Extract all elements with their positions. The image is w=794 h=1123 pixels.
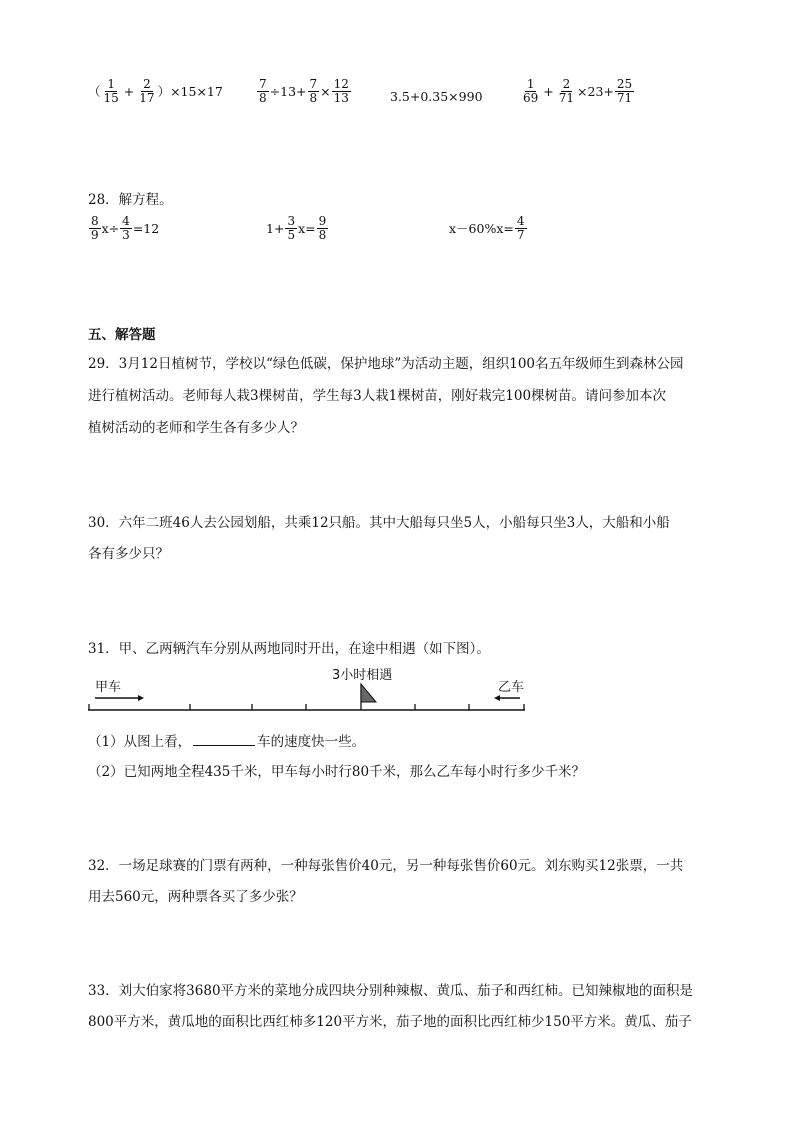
q28-equation-2 — [266, 215, 329, 241]
sub1-prefix: （1）从图上看， — [88, 734, 192, 750]
denominator: 15 — [103, 90, 119, 105]
left-car-label: 甲车 — [95, 680, 122, 695]
q28-title: 28．解方程。 — [88, 192, 173, 208]
sub1-suffix: 车的速度快一些。 — [257, 734, 366, 750]
denominator: 69 — [523, 90, 539, 105]
fraction — [257, 78, 269, 104]
q30-line-2: 各有多少只？ — [88, 546, 169, 562]
q29-line-2: 进行植树活动。老师每人栽3棵树苗，学生每3人栽1棵树苗，刚好栽完100棵树苗。请问参加本次 — [88, 388, 667, 404]
denominator: 8 — [259, 90, 267, 105]
numerator: 12 — [333, 77, 349, 91]
numerator: 7 — [309, 77, 318, 91]
q32-line-2: 用去560元，两种票各买了多少张？ — [88, 889, 303, 905]
q31-sub-1 — [88, 730, 365, 750]
expression-prefix: x－60%x= — [449, 221, 514, 237]
meeting-flag-icon — [361, 684, 376, 710]
calc-expression-4 — [520, 78, 635, 104]
operator: + — [123, 83, 135, 99]
q33-line-2: 800平方米，黄瓜地的面积比西红柿多120平方米，茄子地的面积比西红柿少150平方米。黄瓜、茄子 — [88, 1014, 692, 1030]
expression-middle: ÷13+ — [269, 83, 307, 99]
fraction — [285, 215, 297, 241]
denominator: 13 — [333, 90, 349, 105]
q28-equation-3 — [449, 215, 528, 241]
arrow-left-icon — [494, 695, 520, 701]
numerator: 4 — [122, 214, 130, 228]
numerator: 1 — [107, 77, 115, 91]
meeting-diagram — [88, 660, 538, 720]
arrow-right-icon — [95, 695, 144, 701]
q32-line-1: 32．一场足球赛的门票有两种，一种每张售价40元，另一种每张售价60元。刘东购买12张票，一共 — [88, 858, 684, 874]
q30-line-1: 30．六年二班46人去公园划船，共乘12只船。其中大船每只坐5人，小船每只坐3人，大船和小船 — [88, 515, 670, 531]
operator: × — [320, 83, 331, 99]
q33-line-1: 33．刘大伯家将3680平方米的菜地分成四块分别种辣椒、黄瓜、茄子和西红柿。已知辣椒地的面积是 — [88, 983, 694, 999]
numerator: 2 — [143, 77, 151, 91]
denominator: 7 — [516, 227, 525, 242]
fraction — [308, 78, 320, 104]
numerator: 8 — [91, 214, 99, 228]
numerator: 3 — [287, 214, 296, 228]
fraction — [515, 215, 527, 241]
fraction — [120, 215, 132, 241]
denominator: 71 — [616, 90, 633, 105]
denominator: 3 — [122, 227, 130, 242]
numerator: 2 — [562, 77, 571, 91]
fraction — [317, 215, 329, 241]
fraction — [332, 78, 351, 104]
paren-open: （ — [88, 84, 101, 100]
numerator: 7 — [259, 77, 267, 91]
q29-line-1: 29．3月12日植树节，学校以“绿色低碳，保护地球”为活动主题，组织100名五年级师生到森林公园 — [88, 356, 684, 372]
expression-rhs: =12 — [132, 220, 160, 236]
numerator: 9 — [318, 214, 327, 228]
meeting-label: 3小时相遇 — [332, 668, 393, 683]
fraction — [521, 78, 540, 104]
expression-middle: ×23+ — [577, 83, 614, 99]
denominator: 8 — [318, 227, 327, 242]
fraction — [102, 78, 121, 104]
distance-line-svg — [88, 660, 538, 720]
denominator: 71 — [558, 90, 575, 105]
q31-sub-2: （2）已知两地全程435千米，甲车每小时行80千米，那么乙车每小时行多少千米？ — [88, 764, 586, 780]
fraction — [615, 78, 634, 104]
denominator: 5 — [287, 227, 296, 242]
calc-expression-3 — [390, 89, 483, 104]
calc-expression-2 — [256, 78, 352, 104]
expression-middle: x÷ — [101, 220, 120, 236]
q28-equation-1 — [88, 215, 159, 241]
denominator: 9 — [91, 227, 99, 242]
calc-expression-1 — [88, 78, 223, 104]
operator: + — [543, 83, 554, 99]
numerator: 25 — [616, 77, 633, 91]
fraction — [89, 215, 101, 241]
numerator: 1 — [526, 77, 535, 91]
denominator: 17 — [139, 90, 155, 105]
fraction — [137, 78, 156, 104]
q31-line-1: 31．甲、乙两辆汽车分别从两地同时开出，在途中相遇（如下图）。 — [88, 641, 490, 657]
section-heading: 五、解答题 — [88, 327, 156, 343]
expression-prefix: 1+ — [266, 220, 285, 236]
expression-text: 3.5+0.35×990 — [390, 89, 483, 104]
expression-rest: ）×15×17 — [157, 84, 223, 100]
right-car-label: 乙车 — [498, 680, 525, 695]
q29-line-3: 植树活动的老师和学生各有多少人？ — [88, 420, 304, 436]
denominator: 8 — [309, 90, 318, 105]
numerator: 4 — [516, 214, 525, 228]
expression-middle: x= — [298, 220, 316, 236]
answer-blank[interactable] — [193, 733, 255, 746]
fraction — [557, 78, 576, 104]
